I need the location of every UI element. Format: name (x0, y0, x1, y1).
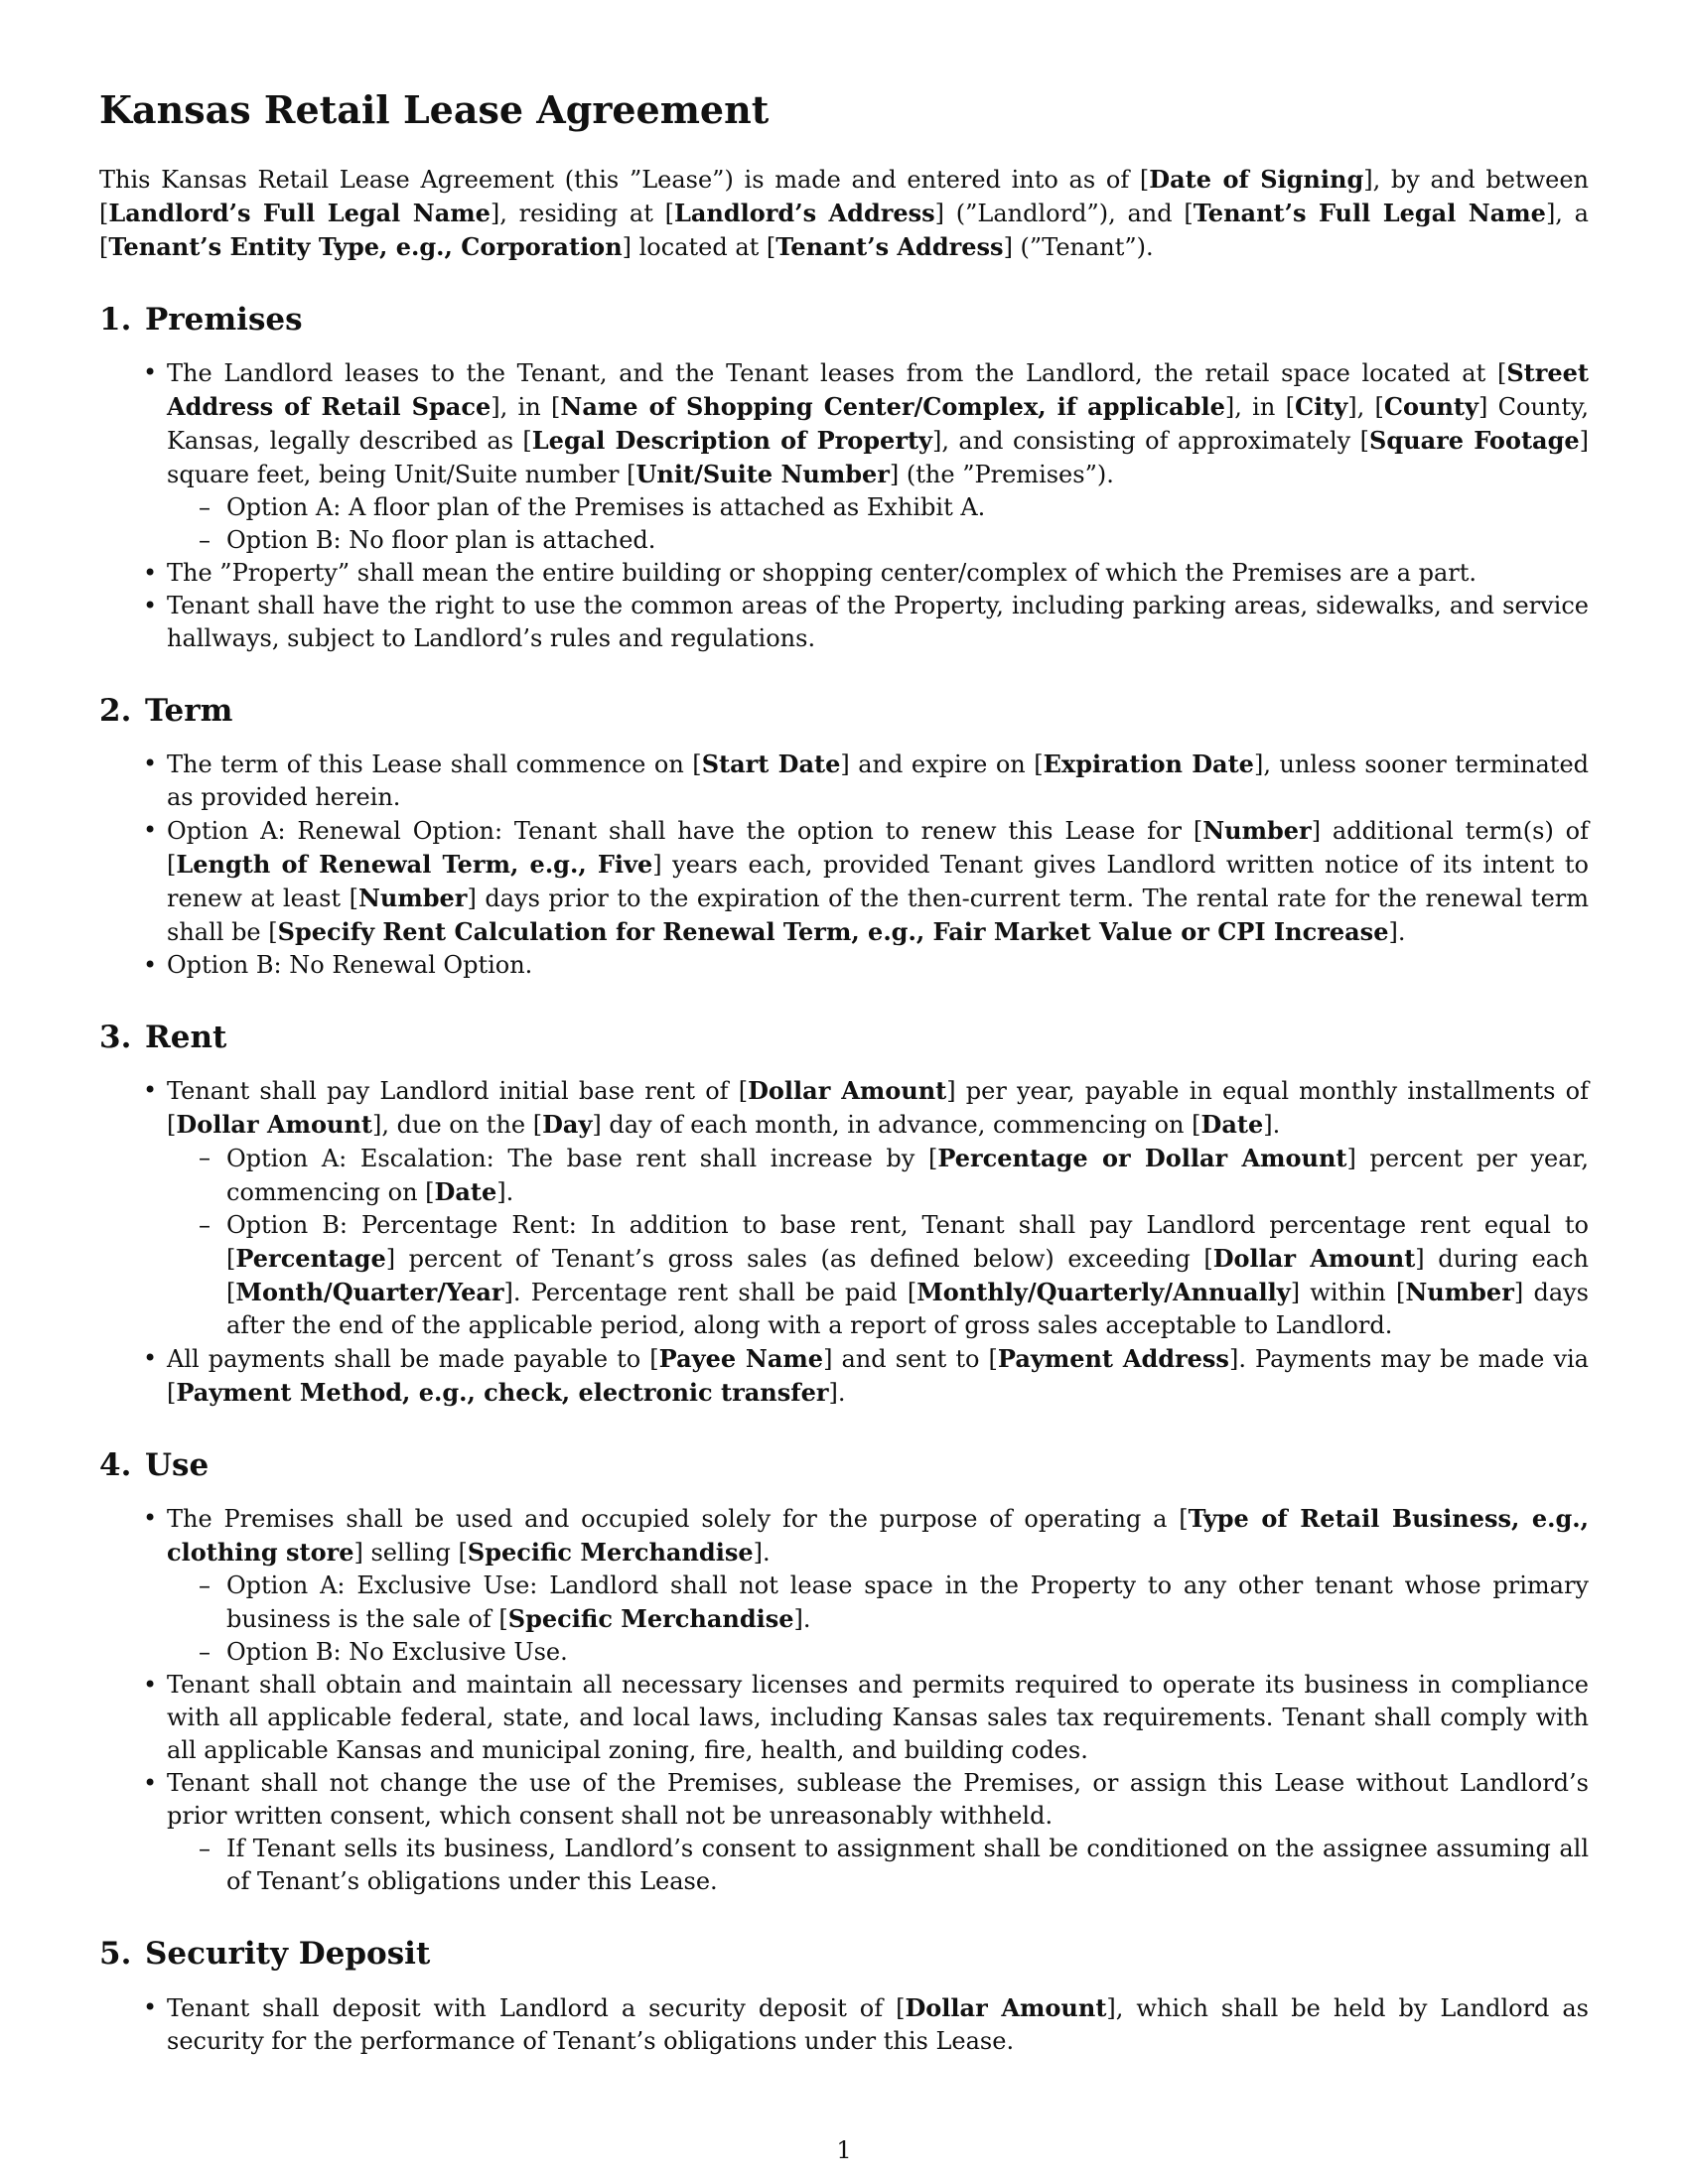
section-heading (99, 693, 1589, 730)
text-run: ], a [ (99, 199, 1589, 261)
section-heading (99, 1020, 1589, 1056)
bullet-text (167, 949, 1589, 982)
placeholder-field: Square Footage (1369, 425, 1580, 455)
section-number: 5. (99, 1936, 132, 1973)
placeholder-field: Percentage (235, 1244, 386, 1274)
bullet-list (99, 1502, 1589, 1898)
placeholder-field: Day (542, 1110, 593, 1140)
text-run: Option A: A floor plan of the Premises is attached as Exhibit A. (226, 492, 986, 521)
placeholder-field: Landlord’s Full Legal Name (108, 198, 491, 227)
sub-item (167, 1570, 1589, 1636)
section-heading (99, 1447, 1589, 1484)
text-run: ] (the ”Premises”). (889, 460, 1114, 488)
section-number: 1. (99, 301, 132, 338)
placeholder-field: Date (434, 1177, 497, 1207)
bullet-item (99, 814, 1589, 949)
placeholder-field: County (1383, 391, 1478, 421)
text-run: ]. (496, 1178, 514, 1207)
bullet-item (99, 949, 1589, 982)
bullet-item (99, 1991, 1589, 2058)
text-run: ], which shall be held by Landlord as security for the performance of Tenant’s obligations under this Lease. (167, 1993, 1589, 2055)
placeholder-field: Specify Rent Calculation for Renewal Term, e.g., Fair Market Value or CPI Increase (277, 916, 1389, 946)
bullet-list (99, 1991, 1589, 2058)
text-run: ] percent of Tenant’s gross sales (as defined below) exceeding [ (385, 1245, 1213, 1274)
section-title: Rent (145, 1019, 227, 1055)
sub-item (167, 524, 1589, 557)
bullet-item (99, 1502, 1589, 1669)
intro-paragraph (99, 163, 1589, 264)
text-run: ]. Payments may be made via [ (167, 1345, 1589, 1408)
text-run: ], in [ (1224, 392, 1295, 421)
sub-item (167, 491, 1589, 524)
section-title: Use (145, 1447, 210, 1484)
bullet-item (99, 1669, 1589, 1767)
placeholder-field: Legal Description of Property (531, 425, 932, 455)
sub-list (167, 1570, 1589, 1669)
section-number: 3. (99, 1019, 132, 1055)
placeholder-field: Month/Quarter/Year (235, 1278, 504, 1307)
text-run: ], unless sooner terminated as provided herein. (167, 750, 1590, 811)
text-run: ] selling [ (353, 1539, 468, 1568)
bullet-item (99, 557, 1589, 590)
text-run: ] (”Landlord”), and [ (934, 199, 1194, 227)
section-title: Term (145, 692, 233, 729)
placeholder-field: Street Address of Retail Space (167, 357, 1589, 421)
text-run: Tenant shall deposit with Landlord a security deposit of [ (167, 1993, 906, 2022)
bullet-list (99, 748, 1589, 982)
text-run: ], and consisting of approximately [ (932, 426, 1370, 455)
placeholder-field: City (1294, 391, 1348, 421)
text-run: The Premises shall be used and occupied solely for the purpose of operating a [ (167, 1505, 1189, 1534)
text-run: ] additional term(s) of [ (167, 816, 1589, 879)
text-run: Option A: Exclusive Use: Landlord shall not lease space in the Property to any other tenant whose primary business is the sale of [ (226, 1571, 1589, 1634)
section-title: Premises (145, 301, 303, 338)
bullet-item (99, 1074, 1589, 1342)
bullet-item (99, 590, 1589, 655)
text-run: Option A: Escalation: The base rent shall increase by [ (226, 1145, 938, 1173)
text-run: Option B: No floor plan is attached. (226, 525, 656, 554)
sub-item (167, 1142, 1589, 1209)
bullet-text (167, 814, 1589, 949)
text-run: ] within [ (1290, 1279, 1406, 1307)
placeholder-field: Type of Retail Business, e.g., clothing store (167, 1504, 1589, 1568)
text-run: Option A: Renewal Option: Tenant shall have the option to renew this Lease for [ (167, 816, 1203, 845)
text-run: The term of this Lease shall commence on [ (167, 750, 702, 778)
text-run: Tenant shall have the right to use the common areas of the Property, including parking areas, sidewalks, and service hallways, subject to Landlord’s rules and regulations. (167, 591, 1589, 652)
section-number: 4. (99, 1447, 132, 1484)
text-run: ] and sent to [ (823, 1345, 998, 1374)
text-run: ], due on the [ (372, 1111, 543, 1140)
text-run: ] and expire on [ (840, 750, 1044, 778)
text-run: ]. (1388, 917, 1406, 946)
section-heading (99, 302, 1589, 339)
text-run: ] percent per year, commencing on [ (226, 1145, 1590, 1207)
sub-item (167, 1636, 1589, 1669)
text-run: ] per year, payable in equal monthly installments of [ (167, 1077, 1589, 1140)
placeholder-field: Number (1202, 815, 1312, 845)
sub-list (167, 1833, 1589, 1898)
placeholder-field: Date (1200, 1110, 1264, 1140)
placeholder-field: Payee Name (658, 1344, 824, 1374)
placeholder-field: Tenant’s Full Legal Name (1193, 198, 1546, 227)
text-run: Option B: Percentage Rent: In addition to base rent, Tenant shall pay Landlord percentage rent equal to [ (226, 1211, 1589, 1274)
placeholder-field: Expiration Date (1043, 749, 1254, 778)
text-run: If Tenant sells its business, Landlord’s consent to assignment shall be conditioned on the assignee assuming all of Tenant’s obligations under this Lease. (226, 1835, 1589, 1896)
text-run: Tenant shall not change the use of the Premises, sublease the Premises, or assign this Lease without Landlord’s prior written consent, which consent shall not be unreasonably withheld. (167, 1769, 1589, 1831)
text-run: Tenant shall obtain and maintain all necessary licenses and permits required to operate its business in compliance with all applicable federal, state, and local laws, including Kansas sales tax requirements. Tenant shall comply with all applicable Kansas and municipal zoning, fire, health, and building codes. (167, 1671, 1589, 1765)
bullet-text (167, 1074, 1589, 1142)
placeholder-field: Number (1405, 1278, 1514, 1307)
bullet-list (99, 1074, 1589, 1410)
text-run: ] square feet, being Unit/Suite number [ (167, 426, 1590, 488)
placeholder-field: Number (357, 883, 468, 912)
bullet-item (99, 356, 1589, 557)
bullet-text (167, 1767, 1589, 1833)
bullet-list (99, 356, 1589, 655)
text-run: This Kansas Retail Lease Agreement (this ”Lease”) is made and entered into as of [ (99, 165, 1150, 194)
text-run: ]. Percentage rent shall be paid [ (503, 1279, 917, 1307)
placeholder-field: Tenant’s Address (775, 231, 1004, 261)
bullet-text (167, 557, 1589, 590)
placeholder-field: Date of Signing (1149, 164, 1364, 194)
placeholder-field: Dollar Amount (1212, 1244, 1416, 1274)
sections-container (99, 302, 1589, 2058)
placeholder-field: Specific Merchandise (507, 1604, 794, 1634)
document-title: Kansas Retail Lease Agreement (99, 87, 770, 132)
placeholder-field: Monthly/Quarterly/Annually (916, 1278, 1291, 1307)
text-run: ] located at [ (622, 232, 776, 261)
placeholder-field: Landlord’s Address (674, 198, 935, 227)
text-run: ]. (828, 1379, 846, 1408)
placeholder-field: Specific Merchandise (467, 1538, 754, 1568)
sub-list (167, 1142, 1589, 1342)
placeholder-field: Dollar Amount (176, 1110, 372, 1140)
page-number: 1 (836, 2136, 852, 2164)
bullet-text (167, 356, 1589, 491)
bullet-text (167, 1342, 1589, 1410)
text-run: ] day of each month, in advance, commencing on [ (592, 1111, 1201, 1140)
placeholder-field: Name of Shopping Center/Complex, if applicable (560, 391, 1225, 421)
placeholder-field: Start Date (701, 749, 841, 778)
placeholder-field: Payment Address (997, 1344, 1229, 1374)
text-run: ] days prior to the expiration of the then-current term. The rental rate for the renewal term shall be [ (167, 884, 1589, 946)
section-number: 2. (99, 692, 132, 729)
text-run: ] years each, provided Tenant gives Landlord written notice of its intent to renew at least [ (167, 850, 1589, 912)
placeholder-field: Payment Method, e.g., check, electronic transfer (176, 1378, 829, 1408)
text-run: ], [ (1347, 392, 1384, 421)
text-run: Option B: No Renewal Option. (167, 950, 533, 979)
sub-list (167, 491, 1589, 557)
bullet-item (99, 1342, 1589, 1410)
placeholder-field: Length of Renewal Term, e.g., Five (176, 849, 653, 879)
text-run: ]. (793, 1605, 811, 1634)
bullet-text (167, 1502, 1589, 1570)
sub-item (167, 1833, 1589, 1898)
bullet-item (99, 748, 1589, 814)
bullet-text (167, 1669, 1589, 1767)
placeholder-field: Dollar Amount (748, 1076, 947, 1106)
text-run: The ”Property” shall mean the entire building or shopping center/complex of which the Premises are a part. (167, 558, 1477, 587)
text-run: All payments shall be made payable to [ (167, 1345, 659, 1374)
text-run: ] during each [ (226, 1245, 1589, 1307)
text-run: ], by and between [ (99, 165, 1590, 227)
text-run: Tenant shall pay Landlord initial base rent of [ (167, 1077, 749, 1106)
text-run: ] days after the end of the applicable period, along with a report of gross sales acceptable to Landlord. (226, 1279, 1589, 1340)
text-run: ] County, Kansas, legally described as [ (167, 392, 1590, 455)
bullet-text (167, 590, 1589, 655)
section-title: Security Deposit (145, 1936, 431, 1973)
text-run: The Landlord leases to the Tenant, and the Tenant leases from the Landlord, the retail space located at [ (167, 358, 1507, 387)
placeholder-field: Percentage or Dollar Amount (937, 1144, 1347, 1173)
text-run: ]. (1263, 1111, 1281, 1140)
bullet-text (167, 1991, 1589, 2058)
text-run: ], residing at [ (490, 199, 674, 227)
placeholder-field: Tenant’s Entity Type, e.g., Corporation (108, 231, 623, 261)
bullet-item (99, 1767, 1589, 1898)
section-heading (99, 1936, 1589, 1973)
placeholder-field: Unit/Suite Number (635, 459, 890, 488)
placeholder-field: Dollar Amount (905, 1992, 1107, 2022)
bullet-text (167, 748, 1589, 814)
text-run: ] (”Tenant”). (1003, 232, 1154, 261)
text-run: Option B: No Exclusive Use. (226, 1638, 568, 1667)
text-run: ], in [ (491, 392, 561, 421)
sub-item (167, 1209, 1589, 1342)
text-run: ]. (753, 1539, 771, 1568)
